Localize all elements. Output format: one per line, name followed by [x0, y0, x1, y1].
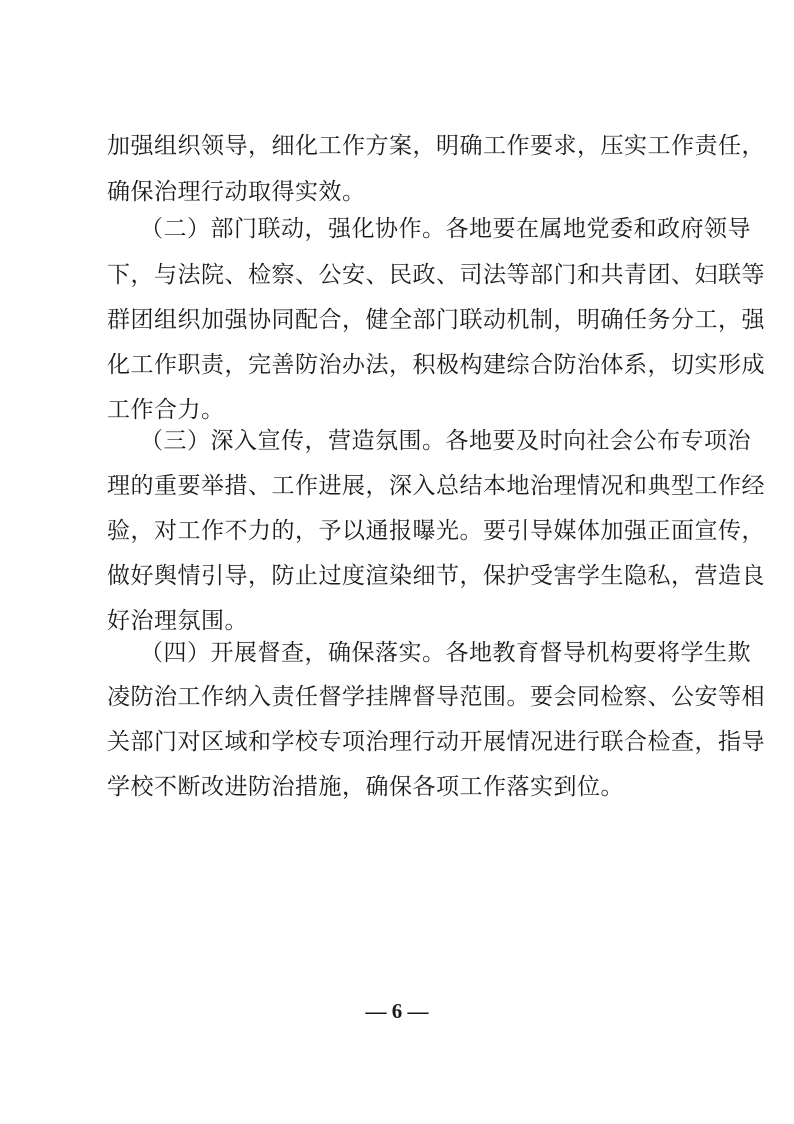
text-line: 工作合力。 [107, 397, 225, 423]
text-line: 加强组织领导，细化工作方案，明确工作要求，压实工作责任， [107, 133, 765, 159]
section-heading-line: （四）开展督查，确保落实。各地教育督导机构要将学生欺 [140, 640, 751, 666]
text-line: 好治理氛围。 [107, 608, 248, 634]
section-heading-line: （三）深入宣传，营造氛围。各地要及时向社会公布专项治 [140, 428, 751, 454]
text-line: 做好舆情引导，防止过度渲染细节，保护受害学生隐私，营造良 [107, 563, 765, 589]
page-number: — 6 — [365, 999, 429, 1023]
text-line: 学校不断改进防治措施，确保各项工作落实到位。 [107, 774, 624, 800]
text-line: 群团组织加强协同配合，健全部门联动机制，明确任务分工，强 [107, 307, 765, 333]
text-line: 关部门对区域和学校专项治理行动开展情况进行联合检查，指导 [107, 729, 765, 755]
text-line: 化工作职责，完善防治办法，积极构建综合防治体系，切实形成 [107, 352, 765, 378]
text-line: 凌防治工作纳入责任督学挂牌督导范围。要会同检察、公安等相 [107, 684, 765, 710]
text-line: 验，对工作不力的，予以通报曝光。要引导媒体加强正面宣传， [107, 518, 765, 544]
text-line: 确保治理行动取得实效。 [107, 179, 366, 205]
text-line: 理的重要举措、工作进展，深入总结本地治理情况和典型工作经 [107, 473, 765, 499]
text-line: 下，与法院、检察、公安、民政、司法等部门和共青团、妇联等 [107, 262, 765, 288]
section-heading-line: （二）部门联动，强化协作。各地要在属地党委和政府领导 [140, 216, 751, 242]
